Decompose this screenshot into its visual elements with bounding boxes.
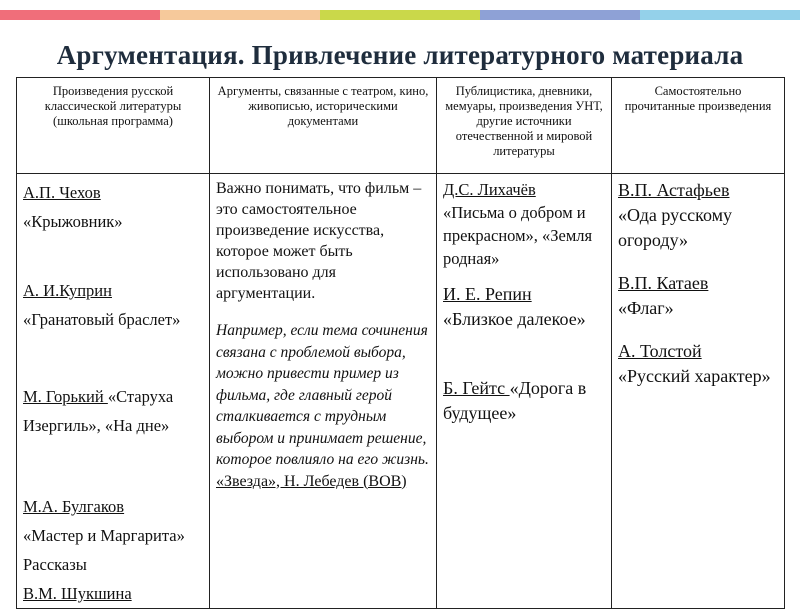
author-gates: Б. Гейтс [443, 378, 510, 398]
work-gorky-line1: «Старуха [107, 387, 174, 406]
author-bulgakov: М.А. Булгаков [23, 497, 125, 516]
stripe-segment-cyan [640, 10, 800, 20]
work-repin: «Близкое далекое» [443, 309, 586, 329]
work-master-margarita: «Мастер и Маргарита» [23, 526, 185, 545]
literature-table [16, 77, 785, 609]
header-theatre-cinema: Аргументы, связанные с театром, кино, живописью, историческими документами [210, 78, 437, 174]
header-publicism: Публицистика, дневники, мемуары, произведения УНТ, другие источники отечественной и мировой литературы [437, 78, 612, 174]
author-repin: И. Е. Репин [443, 284, 532, 304]
author-tolstoy: А. Толстой [618, 341, 702, 361]
author-chekhov: А.П. Чехов [23, 183, 101, 202]
stripe-segment-blue [480, 10, 640, 20]
cell-classic-literature [17, 174, 210, 609]
film-zvezda: «Звезда», Н. Лебедев (ВОВ) [216, 472, 407, 490]
work-kataev: «Флаг» [618, 298, 674, 318]
cell-theatre-cinema [210, 174, 437, 609]
cell-self-read [612, 174, 785, 609]
page-title: Аргументация. Привлечение литературного материала [56, 40, 744, 70]
stories-label: Рассказы [23, 555, 87, 574]
header-self-read: Самостоятельно прочитанные произведения [612, 78, 785, 174]
work-garnet-bracelet: «Гранатовый браслет» [23, 310, 181, 329]
stripe-segment-green [320, 10, 480, 20]
color-stripe [0, 10, 800, 20]
header-classic-literature: Произведения русской классической литературы (школьная программа) [17, 78, 210, 174]
stripe-segment-pink [0, 10, 160, 20]
author-kataev: В.П. Катаев [618, 273, 709, 293]
work-gorky-line2: Изергиль», «На дне» [23, 416, 170, 435]
work-likhachev-letters: «Письма о добром и прекрасном», «Земля родная» [443, 203, 593, 268]
work-astafiev: «Ода русскому огороду» [618, 205, 733, 250]
author-kuprin: А. И.Куприн [23, 281, 112, 300]
work-tolstoy: «Русский характер» [618, 366, 771, 386]
work-gates: «Дорога в будущее» [443, 378, 587, 423]
author-astafiev: В.П. Астафьев [618, 180, 730, 200]
author-likhachev: Д.С. Лихачёв [443, 180, 536, 199]
stripe-segment-peach [160, 10, 320, 20]
header-row [17, 78, 785, 174]
work-gooseberry: «Крыжовник» [23, 212, 123, 231]
author-gorky: М. Горький [23, 387, 108, 406]
content-row [17, 174, 785, 609]
film-example-text: Например, если тема сочинения связана с проблемой выбора, можно привести пример из фильма, где главный герой сталкивается с трудным выбором и принимает решение, которое повлияло на его жизнь. [216, 322, 429, 468]
cell-publicism [437, 174, 612, 609]
author-shukshin: В.М. Шукшина [23, 584, 132, 603]
film-intro-text: Важно понимать, что фильм – это самостоятельное произведение искусства, которое может быть использовано для аргументации. [216, 180, 422, 302]
